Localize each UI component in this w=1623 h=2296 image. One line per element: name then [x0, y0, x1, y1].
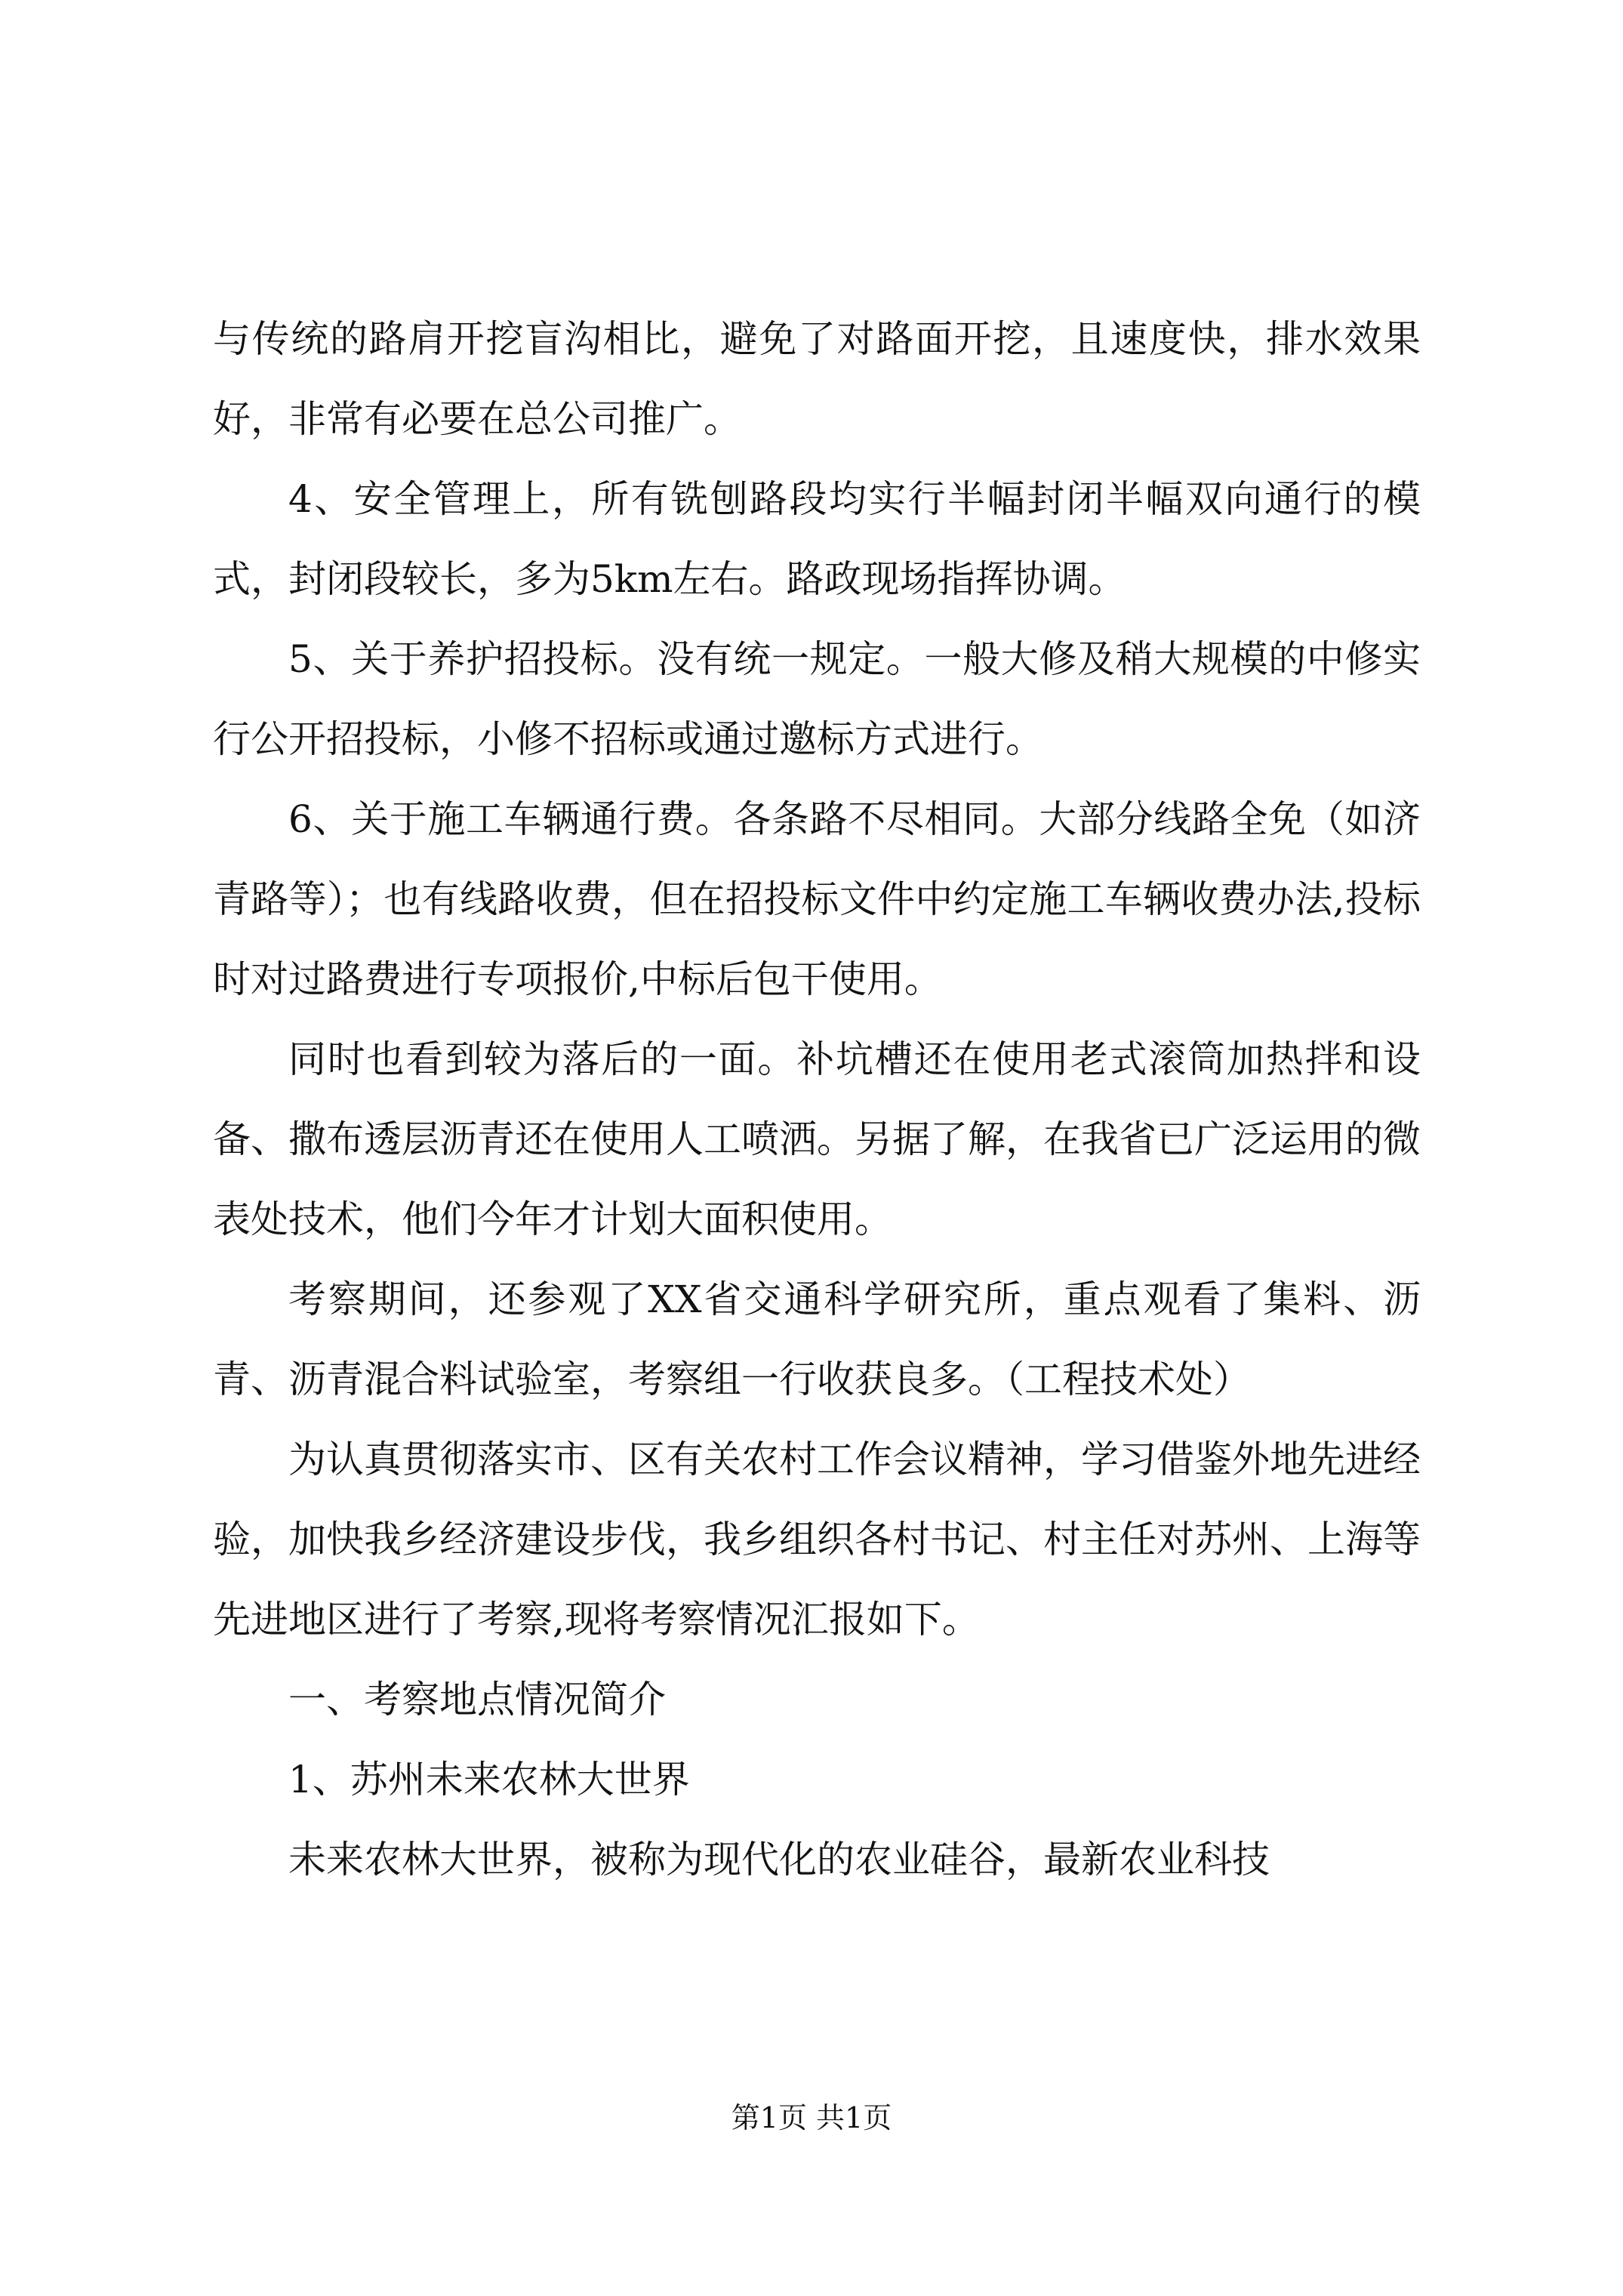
paragraph-1: 与传统的路肩开挖盲沟相比，避免了对路面开挖，且速度快，排水效果好，非常有必要在总公司推广。	[213, 317, 1421, 441]
paragraph-2: 4、安全管理上，所有铣刨路段均实行半幅封闭半幅双向通行的模式，封闭段较长，多为5km左右。路政现场指挥协调。	[213, 477, 1421, 601]
page-footer: 第1页 共1页	[731, 2101, 892, 2134]
subsection-heading: 1、苏州未来农林大世界	[288, 1758, 690, 1801]
paragraph-6: 考察期间，还参观了XX省交通科学研究所，重点观看了集料、沥青、沥青混合料试验室，考察组一行收获良多。（工程技术处）	[213, 1277, 1421, 1401]
paragraph-5: 同时也看到较为落后的一面。补坑槽还在使用老式滚筒加热拌和设备、撒布透层沥青还在使用人工喷洒。另据了解，在我省已广泛运用的微表处技术，他们今年才计划大面积使用。	[213, 1037, 1421, 1241]
paragraph-3: 5、关于养护招投标。没有统一规定。一般大修及稍大规模的中修实行公开招投标，小修不招标或通过邀标方式进行。	[213, 637, 1421, 761]
paragraph-4: 6、关于施工车辆通行费。各条路不尽相同。大部分线路全免（如济青路等）；也有线路收费，但在招投标文件中约定施工车辆收费办法,投标时对过路费进行专项报价,中标后包干使用。	[213, 797, 1421, 1001]
paragraph-7: 为认真贯彻落实市、区有关农村工作会议精神，学习借鉴外地先进经验，加快我乡经济建设步伐，我乡组织各村书记、村主任对苏州、上海等先进地区进行了考察,现将考察情况汇报如下。	[213, 1438, 1421, 1641]
section-heading: 一、考察地点情况简介	[288, 1678, 666, 1721]
document-body	[213, 299, 1421, 1900]
paragraph-10: 未来农林大世界，被称为现代化的农业硅谷，最新农业科技	[288, 1838, 1270, 1881]
